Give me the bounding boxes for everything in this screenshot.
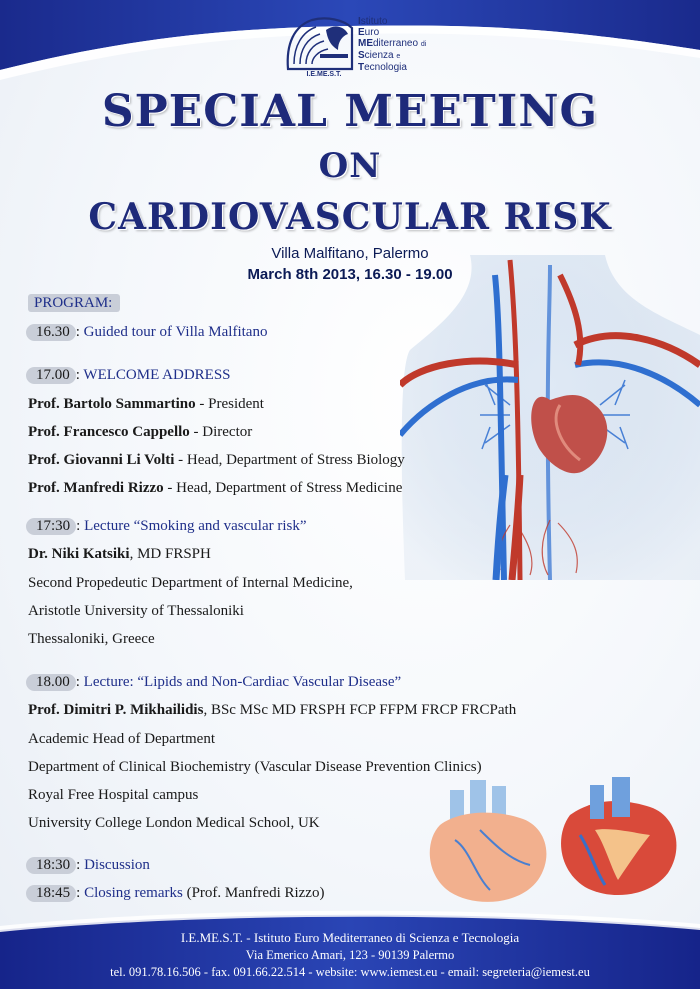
- logo-caption: I.E.ME.S.T.: [306, 71, 342, 78]
- speaker-row: [28, 396, 264, 413]
- program-item-discussion: 18:30 : Discussion: [28, 857, 150, 874]
- speaker-name: Prof. Giovanni Li Volti: [28, 452, 175, 468]
- item-title: Lecture “Smoking and vascular risk”: [84, 518, 307, 534]
- speaker-name: Dr. Niki Katsiki: [28, 546, 130, 562]
- speaker-role: - Director: [189, 424, 253, 440]
- time-badge: 18:45: [26, 885, 76, 902]
- program-item-tour: 16.30 : Guided tour of Villa Malfitano: [28, 324, 267, 341]
- logo-wordmark: [358, 16, 426, 73]
- speaker-row: [28, 702, 516, 719]
- speaker-name: Prof. Bartolo Sammartino: [28, 396, 196, 412]
- speaker-role: - Head, Department of Stress Biology: [174, 452, 405, 468]
- program-heading: [28, 295, 120, 312]
- title-line-3: CARDIOVASCULAR RISK: [88, 196, 612, 238]
- speaker-name: Prof. Dimitri P. Mikhailidis: [28, 702, 204, 718]
- item-title: WELCOME ADDRESS: [83, 367, 231, 383]
- time-badge: 18:30: [26, 857, 76, 874]
- speaker-credentials: , MD FRSPH: [129, 546, 211, 562]
- time-badge: 16.30: [26, 324, 76, 341]
- time-badge: 17.00: [26, 367, 76, 384]
- cardiovascular-illustration: [400, 255, 700, 580]
- affiliation-line: Academic Head of Department: [28, 731, 215, 747]
- program-label: PROGRAM:: [28, 294, 120, 312]
- speaker-role: - Head, Department of Stress Medicine: [163, 480, 403, 496]
- program-item-lecture-1: 17:30 : Lecture “Smoking and vascular risk”: [28, 518, 307, 535]
- footer-address: Via Emerico Amari, 123 - 90139 Palermo: [245, 948, 455, 962]
- item-title: Discussion: [84, 857, 150, 873]
- footer-org: I.E.ME.S.T. - Istituto Euro Mediterraneo di Scienza e Tecnologia: [180, 930, 520, 945]
- item-title: Closing remarks: [84, 885, 183, 901]
- program-item-closing: 18:45 : Closing remarks (Prof. Manfredi Rizzo): [28, 885, 324, 902]
- logo-line: MEditerraneo di: [358, 38, 427, 49]
- logo-line: Istituto: [358, 16, 388, 27]
- speaker-credentials: , BSc MSc MD FRSPH FCP FFPM FRCP FRCPath: [203, 702, 517, 718]
- speaker-row: [28, 452, 405, 469]
- affiliation-line: University College London Medical School, UK: [28, 815, 320, 831]
- item-note: (Prof. Manfredi Rizzo): [182, 885, 325, 901]
- affiliation-line: Second Propedeutic Department of Internal Medicine,: [28, 575, 353, 591]
- logo-line: Scienza e: [358, 50, 401, 61]
- affiliation-line: Department of Clinical Biochemistry (Vascular Disease Prevention Clinics): [28, 759, 482, 775]
- time-badge: 18.00: [26, 674, 76, 691]
- item-title: Guided tour of Villa Malfitano: [83, 324, 268, 340]
- logo-line: Euro: [358, 27, 380, 38]
- affiliation-line: Royal Free Hospital campus: [28, 787, 199, 803]
- speaker-row: [28, 546, 211, 563]
- affiliation-line: Thessaloniki, Greece: [28, 631, 155, 647]
- program-item-welcome: 17.00 : WELCOME ADDRESS: [28, 367, 231, 384]
- speaker-name: Prof. Francesco Cappello: [28, 424, 190, 440]
- logo-line: Tecnologia: [358, 62, 407, 73]
- item-title: Lecture: “Lipids and Non-Cardiac Vascular Disease”: [83, 674, 402, 690]
- title-line-1: SPECIAL MEETING: [101, 86, 599, 137]
- time-badge: 17:30: [26, 518, 76, 535]
- footer-contacts: tel. 091.78.16.506 - fax. 091.66.22.514 - website: www.iemest.eu - email: segreteria@iemest.eu: [110, 965, 590, 979]
- affiliation-line: Aristotle University of Thessaloniki: [28, 603, 244, 619]
- venue-date: March 8th 2013, 16.30 - 19.00: [247, 266, 453, 283]
- speaker-role: - President: [195, 396, 264, 412]
- speaker-name: Prof. Manfredi Rizzo: [28, 480, 164, 496]
- speaker-row: [28, 424, 252, 441]
- heart-cross-section-left: [420, 780, 560, 905]
- heart-cross-section-right: [550, 775, 690, 900]
- venue-place: Villa Malfitano, Palermo: [271, 245, 429, 262]
- title-line-2: ON: [318, 146, 382, 186]
- speaker-row: [28, 480, 402, 497]
- program-item-lecture-2: 18.00 : Lecture: “Lipids and Non-Cardiac Vascular Disease”: [28, 674, 401, 691]
